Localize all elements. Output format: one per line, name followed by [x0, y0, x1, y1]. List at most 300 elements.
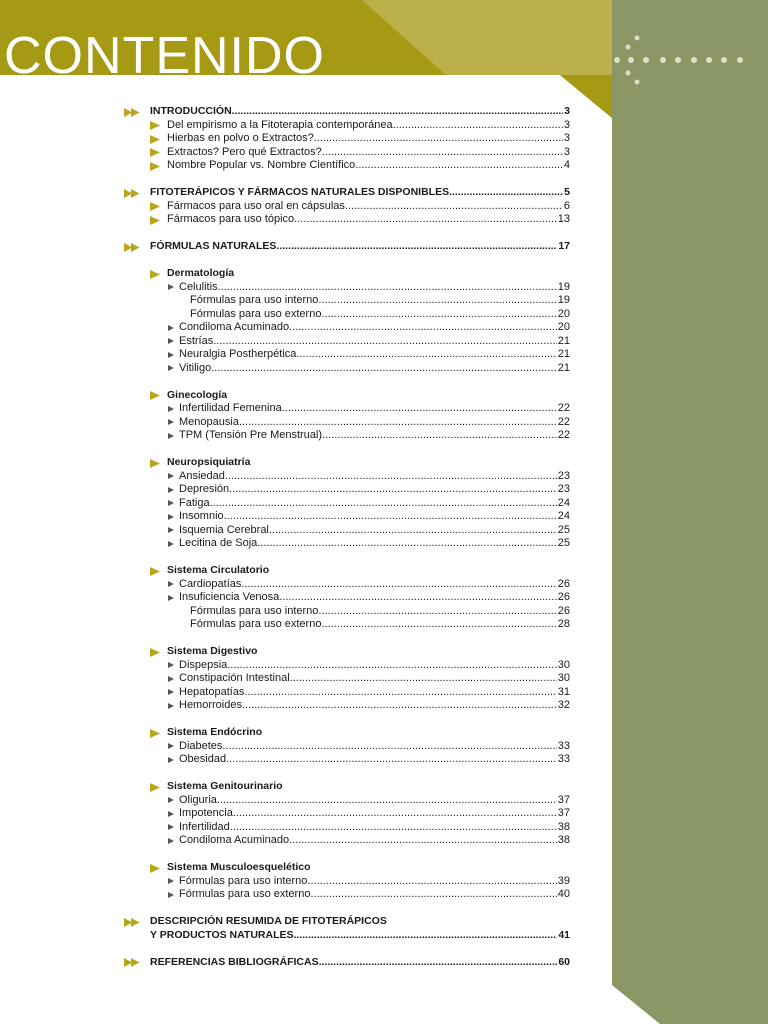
page-number: 19: [557, 280, 570, 293]
toc-subsection[interactable]: [124, 213, 570, 227]
toc-item[interactable]: [124, 281, 570, 295]
entry-text: Neuropsiquiatría: [167, 456, 251, 468]
entry-line: [167, 213, 570, 227]
entry-text: Ansiedad: [179, 469, 225, 482]
entry-line: [190, 605, 570, 619]
bullet-arrow-icon: [168, 740, 175, 751]
toc-spacer: [124, 443, 570, 457]
page-number: 25: [557, 523, 570, 536]
toc-item[interactable]: [124, 524, 570, 538]
dot-leader: [290, 672, 557, 686]
entry-text: Fórmulas para uso externo: [190, 618, 322, 630]
bullet-arrow-icon: [168, 875, 175, 886]
toc-section-heading[interactable]: [124, 240, 570, 254]
entry-line: [179, 497, 570, 511]
entry-text: Ginecología: [167, 388, 228, 401]
dot-leader: [345, 200, 563, 214]
dot-leader: [222, 740, 556, 754]
bullet-arrow-icon: [168, 794, 175, 805]
entry-text: REFERENCIAS BIBLIOGRÁFICAS: [150, 955, 319, 968]
page-number: 25: [557, 537, 570, 549]
entry-line: [150, 240, 570, 254]
bullet-arrow-icon: [168, 483, 175, 494]
bullet-arrow-icon: [168, 362, 175, 373]
toc-item[interactable]: [124, 834, 570, 848]
entry-text: Infertilidad: [179, 820, 230, 833]
page-number: 24: [557, 510, 570, 522]
arrow-icon: [150, 267, 162, 279]
page-number: 41: [558, 928, 570, 941]
page-number: 21: [557, 361, 570, 374]
entry-line: [179, 321, 570, 335]
entry-line: [190, 618, 570, 632]
toc-item[interactable]: [124, 875, 570, 889]
arrow-icon: [150, 726, 162, 738]
toc-section-heading-cont[interactable]: [124, 929, 570, 943]
entry-text: Menopausia: [179, 415, 239, 428]
entry-text: FÓRMULAS NATURALES: [150, 240, 277, 252]
entry-line: [179, 807, 570, 821]
toc-subsection[interactable]: [124, 200, 570, 214]
toc-item[interactable]: [124, 321, 570, 335]
toc-item[interactable]: [124, 510, 570, 524]
arrow-icon: [150, 645, 162, 657]
double-arrow-icon: [124, 915, 141, 927]
page-number: 3: [564, 105, 570, 117]
entry-text: Sistema Digestivo: [167, 645, 258, 657]
bullet-arrow-icon: [168, 416, 175, 427]
toc-item[interactable]: [124, 753, 570, 767]
page-number: 3: [563, 118, 570, 131]
entry-text: Nombre Popular vs. Nombre Científico: [167, 159, 356, 171]
page-number: 26: [557, 577, 570, 590]
bullet-arrow-icon: [168, 348, 175, 359]
dot-leader: [355, 159, 563, 173]
toc-subitem[interactable]: [124, 605, 570, 619]
arrow-icon: [150, 564, 162, 576]
toc-item[interactable]: [124, 470, 570, 484]
entry-text: Fármacos para uso oral en cápsulas: [167, 199, 345, 212]
dot-leader: [318, 294, 556, 308]
entry-line: [167, 456, 570, 470]
entry-text: Hemorroides: [179, 699, 242, 711]
arrow-icon: [150, 213, 162, 225]
entry-line: [179, 524, 570, 538]
toc-item[interactable]: [124, 348, 570, 362]
bullet-arrow-icon: [168, 821, 175, 832]
dot-leader: [242, 699, 557, 713]
entry-text: Isquemia Cerebral: [179, 523, 269, 536]
entry-text: INTRODUCCIÓN: [150, 105, 232, 117]
entry-text: Fatiga: [179, 496, 210, 509]
toc-category[interactable]: [124, 780, 570, 794]
arrow-icon: [150, 389, 162, 401]
dot-leader: [322, 429, 557, 443]
page-number: 32: [557, 699, 570, 711]
toc-category[interactable]: [124, 564, 570, 578]
entry-text: Diabetes: [179, 739, 223, 752]
toc-item[interactable]: [124, 402, 570, 416]
entry-line: [167, 780, 570, 794]
entry-text: Extractos? Pero qué Extractos?: [167, 145, 322, 158]
entry-text: Obesidad: [179, 753, 227, 765]
bullet-arrow-icon: [168, 699, 175, 710]
toc-category[interactable]: [124, 456, 570, 470]
entry-text: Fórmulas para uso interno: [179, 874, 308, 887]
toc-item[interactable]: [124, 672, 570, 686]
dot-leader: [227, 659, 556, 673]
entry-line: [179, 470, 570, 484]
dot-leader: [213, 335, 557, 349]
entry-line: [167, 132, 570, 146]
entry-line: [167, 564, 570, 578]
toc-spacer: [124, 375, 570, 389]
bullet-arrow-icon: [168, 321, 175, 332]
entry-line: [167, 389, 570, 403]
toc-item[interactable]: [124, 362, 570, 376]
entry-text: Fórmulas para uso interno: [190, 604, 319, 617]
toc-spacer: [124, 551, 570, 565]
entry-line: [179, 591, 570, 605]
toc-subsection[interactable]: [124, 159, 570, 173]
page-number: 20: [557, 307, 570, 320]
dot-leader: [233, 807, 557, 821]
entry-line: [167, 159, 570, 173]
arrow-icon: [150, 119, 162, 131]
entry-text: Oliguria: [179, 793, 217, 806]
bullet-arrow-icon: [168, 429, 175, 440]
entry-line: [179, 362, 570, 376]
toc-item[interactable]: [124, 429, 570, 443]
page-number: 23: [557, 469, 570, 482]
dot-leader: [232, 105, 563, 119]
entry-line: [179, 429, 570, 443]
dot-leader: [294, 929, 558, 943]
dot-leader: [241, 578, 556, 592]
dot-leader: [294, 213, 557, 227]
entry-line: [179, 672, 570, 686]
entry-line: [179, 335, 570, 349]
toc-item[interactable]: [124, 591, 570, 605]
toc-item[interactable]: [124, 686, 570, 700]
entry-text: Fórmulas para uso interno: [190, 294, 319, 306]
toc-subitem[interactable]: [124, 294, 570, 308]
toc-section-heading[interactable]: [124, 186, 570, 200]
toc-item[interactable]: [124, 335, 570, 349]
toc-item[interactable]: [124, 699, 570, 713]
page-number: 31: [557, 685, 570, 698]
dot-leader: [225, 470, 557, 484]
toc-category[interactable]: [124, 267, 570, 281]
toc-category[interactable]: [124, 861, 570, 875]
entry-line: [167, 267, 570, 281]
entry-text: Lecitina de Soja: [179, 537, 258, 549]
page-number: 28: [557, 618, 570, 630]
dot-leader: [218, 281, 557, 295]
dot-leader: [296, 348, 556, 362]
dot-leader: [217, 794, 557, 808]
page-number: 39: [557, 874, 570, 887]
dot-leader: [269, 524, 557, 538]
entry-text: Infertilidad Femenina: [179, 402, 282, 414]
double-arrow-icon: [124, 105, 141, 117]
toc-subsection[interactable]: [124, 119, 570, 133]
entry-line: [179, 578, 570, 592]
entry-line: [190, 308, 570, 322]
table-of-contents: [124, 105, 570, 969]
dot-leader: [257, 537, 556, 551]
bullet-arrow-icon: [168, 753, 175, 764]
toc-item[interactable]: [124, 659, 570, 673]
entry-text: FITOTERÁPICOS Y FÁRMACOS NATURALES DISPONIBLES: [150, 186, 450, 198]
entry-line: [150, 186, 570, 200]
entry-line: [150, 915, 570, 929]
bullet-arrow-icon: [168, 888, 175, 899]
double-arrow-icon: [124, 956, 141, 968]
entry-line: [167, 119, 570, 133]
entry-text: TPM (Tensión Pre Menstrual): [179, 429, 323, 441]
dot-leader: [289, 321, 557, 335]
entry-text: Fármacos para uso tópico: [167, 213, 295, 225]
bullet-arrow-icon: [168, 807, 175, 818]
bullet-arrow-icon: [168, 686, 175, 697]
entry-line: [179, 348, 570, 362]
entry-text: Insomnio: [179, 510, 224, 522]
entry-text: Estrías: [179, 334, 214, 347]
page-number: 26: [557, 591, 570, 603]
dot-leader: [239, 416, 557, 430]
dot-leader: [318, 605, 556, 619]
entry-text: Impotencia: [179, 807, 233, 819]
toc-category[interactable]: [124, 389, 570, 403]
page-number: 20: [557, 321, 570, 333]
page-number: 5: [564, 186, 570, 198]
bullet-arrow-icon: [168, 281, 175, 292]
page-number: 22: [557, 402, 570, 414]
toc-spacer: [124, 848, 570, 862]
toc-subsection[interactable]: [124, 132, 570, 146]
bullet-arrow-icon: [168, 402, 175, 413]
entry-line: [179, 888, 570, 902]
toc-subitem[interactable]: [124, 618, 570, 632]
toc-spacer: [124, 713, 570, 727]
page-number: 60: [558, 955, 570, 968]
dot-leader: [321, 308, 556, 322]
entry-text: Hepatopatías: [179, 685, 245, 698]
page-number: 24: [557, 496, 570, 509]
arrow-icon: [150, 780, 162, 792]
page-number: 21: [557, 334, 570, 347]
dot-leader: [276, 240, 557, 254]
entry-line: [179, 537, 570, 551]
toc-item[interactable]: [124, 497, 570, 511]
entry-text: Fórmulas para uso externo: [179, 888, 311, 900]
dot-leader: [393, 119, 563, 133]
dot-leader: [224, 510, 557, 524]
entry-line: [179, 686, 570, 700]
page-number: 22: [557, 429, 570, 441]
entry-text: Insuficiencia Venosa: [179, 591, 280, 603]
entry-line: [179, 753, 570, 767]
bullet-arrow-icon: [168, 578, 175, 589]
page-number: 17: [558, 240, 570, 252]
page-number: 38: [557, 820, 570, 833]
toc-item[interactable]: [124, 794, 570, 808]
toc-subitem[interactable]: [124, 308, 570, 322]
dot-leader: [226, 753, 557, 767]
entry-line: [150, 956, 570, 970]
toc-spacer: [124, 254, 570, 268]
toc-spacer: [124, 942, 570, 956]
bullet-arrow-icon: [168, 591, 175, 602]
page-number: 4: [563, 159, 570, 171]
toc-category[interactable]: [124, 726, 570, 740]
page-number: 23: [557, 483, 570, 495]
bullet-arrow-icon: [168, 497, 175, 508]
entry-line: [167, 726, 570, 740]
entry-line: [179, 659, 570, 673]
bullet-arrow-icon: [168, 510, 175, 521]
entry-line: [167, 861, 570, 875]
dot-leader: [289, 834, 557, 848]
arrow-icon: [150, 146, 162, 158]
entry-text: Sistema Endócrino: [167, 726, 263, 738]
entry-text: Dermatología: [167, 267, 235, 279]
page-number: 30: [557, 672, 570, 684]
dot-leader: [321, 618, 556, 632]
toc-category[interactable]: [124, 645, 570, 659]
arrow-icon: [150, 200, 162, 212]
toc-section-heading[interactable]: [124, 105, 570, 119]
toc-spacer: [124, 173, 570, 187]
entry-line: [167, 146, 570, 160]
bullet-arrow-icon: [168, 834, 175, 845]
arrow-icon: [150, 861, 162, 873]
dot-leader: [229, 483, 557, 497]
bullet-arrow-icon: [168, 335, 175, 346]
entry-text: Y PRODUCTOS NATURALES: [150, 928, 294, 941]
dot-leader: [449, 186, 563, 200]
entry-line: [179, 834, 570, 848]
toc-spacer: [124, 767, 570, 781]
bullet-arrow-icon: [168, 470, 175, 481]
toc-item[interactable]: [124, 821, 570, 835]
entry-line: [179, 821, 570, 835]
entry-text: Fórmulas para uso externo: [190, 307, 322, 320]
entry-line: [179, 740, 570, 754]
toc-subsection[interactable]: [124, 146, 570, 160]
arrow-icon: [150, 159, 162, 171]
entry-text: Celulitis: [179, 280, 218, 293]
page-number: 13: [557, 213, 570, 225]
toc-spacer: [124, 227, 570, 241]
entry-text: Sistema Genitourinario: [167, 780, 283, 792]
toc-item[interactable]: [124, 807, 570, 821]
entry-line: [179, 483, 570, 497]
arrow-icon: [150, 456, 162, 468]
dot-leader: [244, 686, 556, 700]
entry-text: DESCRIPCIÓN RESUMIDA DE FITOTERÁPICOS: [150, 915, 387, 927]
dot-leader: [210, 497, 557, 511]
dot-leader: [211, 362, 557, 376]
toc-item[interactable]: [124, 888, 570, 902]
toc-item[interactable]: [124, 483, 570, 497]
page-number: 40: [557, 888, 570, 900]
bullet-arrow-icon: [168, 537, 175, 548]
entry-line: [150, 105, 570, 119]
entry-text: Sistema Musculoesquelético: [167, 861, 311, 873]
dot-leader: [314, 132, 563, 146]
bullet-arrow-icon: [168, 524, 175, 535]
dot-leader: [282, 402, 557, 416]
entry-text: Del empirismo a la Fitoterapia contemporánea: [167, 118, 393, 131]
bullet-arrow-icon: [168, 672, 175, 683]
toc-spacer: [124, 902, 570, 916]
dot-leader: [310, 888, 556, 902]
toc-item[interactable]: [124, 537, 570, 551]
arrow-icon: [150, 132, 162, 144]
entry-text: Constipación Intestinal: [179, 672, 290, 684]
toc-spacer: [124, 632, 570, 646]
page-number: 37: [557, 807, 570, 819]
dot-leader: [319, 956, 558, 970]
page-number: 3: [563, 132, 570, 144]
page-number: 21: [557, 348, 570, 360]
double-arrow-icon: [124, 240, 141, 252]
page-title: CONTENIDO: [4, 27, 325, 85]
entry-line: [179, 875, 570, 889]
page-number: 26: [557, 604, 570, 617]
toc-item[interactable]: [124, 578, 570, 592]
dot-leader: [230, 821, 557, 835]
entry-text: Cardiopatías: [179, 577, 242, 590]
entry-text: Sistema Circulatorio: [167, 564, 270, 576]
right-sage-panel: [612, 0, 768, 1024]
entry-text: Condiloma Acuminado: [179, 834, 290, 846]
double-arrow-icon: [124, 186, 141, 198]
entry-text: Depresión: [179, 483, 230, 495]
entry-text: Dispepsia: [179, 658, 228, 671]
toc-section-heading[interactable]: [124, 956, 570, 970]
page-number: 33: [557, 739, 570, 752]
entry-line: [179, 510, 570, 524]
page-number: 19: [557, 294, 570, 306]
page-number: 38: [557, 834, 570, 846]
dot-leader: [279, 591, 556, 605]
page-number: 6: [563, 199, 570, 212]
page-number: 30: [557, 658, 570, 671]
entry-line: [179, 402, 570, 416]
entry-text: Condiloma Acuminado: [179, 321, 290, 333]
dot-leader: [307, 875, 556, 889]
entry-line: [179, 794, 570, 808]
entry-text: Hierbas en polvo o Extractos?: [167, 132, 314, 144]
toc-item[interactable]: [124, 740, 570, 754]
entry-line: [167, 200, 570, 214]
dot-leader: [322, 146, 563, 160]
page-number: 33: [557, 753, 570, 765]
entry-line: [179, 281, 570, 295]
entry-text: Neuralgia Postherpética: [179, 348, 297, 360]
entry-text: Vitiligo: [179, 361, 212, 374]
toc-section-heading[interactable]: [124, 915, 570, 929]
toc-item[interactable]: [124, 416, 570, 430]
entry-line: [150, 929, 570, 943]
entry-line: [167, 645, 570, 659]
bullet-arrow-icon: [168, 659, 175, 670]
page-number: 22: [557, 415, 570, 428]
page-number: 37: [557, 793, 570, 806]
